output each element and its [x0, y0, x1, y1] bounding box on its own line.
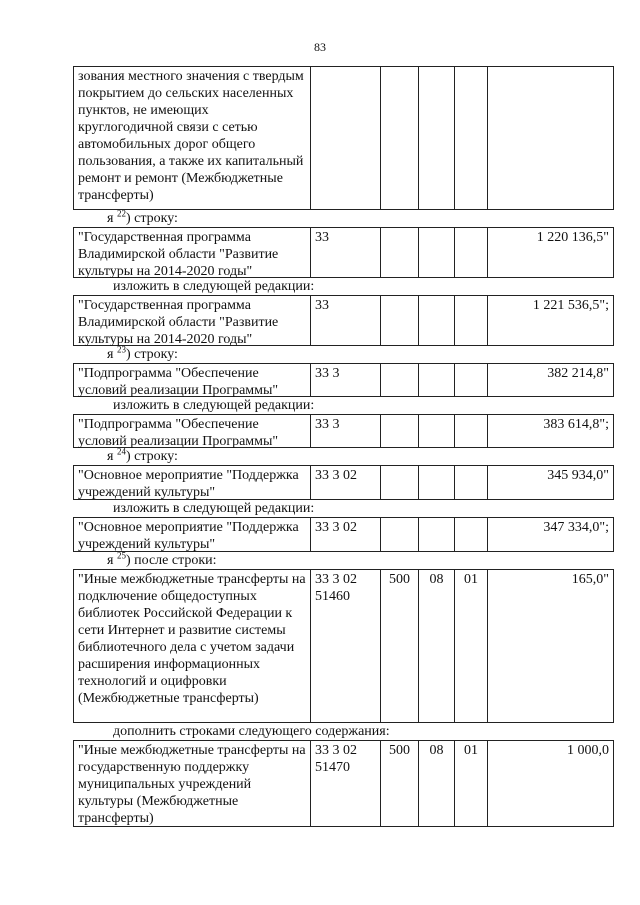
instruction-line	[73, 552, 613, 569]
pr-cell	[455, 227, 488, 278]
rz-cell	[419, 363, 455, 397]
instruction-text: изложить в следующей редакции:	[113, 501, 315, 516]
sum-cell	[488, 66, 614, 210]
instruction-suffix: ) строку:	[125, 211, 178, 226]
table-row	[73, 295, 613, 346]
footnote-number: 25	[116, 550, 126, 561]
footnote-number: 23	[116, 344, 126, 355]
instruction-line	[73, 346, 613, 363]
vr-cell: 500	[381, 740, 419, 827]
code-cell: 33 3 02 51470	[311, 740, 381, 827]
table-row	[73, 569, 613, 723]
row-name-cell: "Основное мероприятие "Поддержка учреждений культуры"	[74, 465, 311, 500]
pr-cell	[455, 517, 488, 552]
instruction-suffix: ) строку:	[125, 449, 178, 464]
pr-cell	[455, 414, 488, 448]
row-name-cell: "Государственная программа Владимирской области "Развитие культуры на 2014-2020 годы"	[74, 295, 311, 346]
table-row	[73, 465, 613, 500]
instruction-text: дополнить строками следующего содержания:	[113, 724, 390, 739]
footnote-number: 22	[116, 208, 126, 219]
footnote-number: 24	[116, 446, 126, 457]
row-name-cell: "Основное мероприятие "Поддержка учреждений культуры"	[74, 517, 311, 552]
pr-cell: 01	[455, 569, 488, 723]
vr-cell	[381, 363, 419, 397]
instruction-line	[73, 278, 613, 295]
instruction-line	[73, 723, 613, 740]
table-row	[73, 66, 613, 210]
instruction-line	[73, 500, 613, 517]
pr-cell	[455, 465, 488, 500]
rz-cell: 08	[419, 569, 455, 723]
instruction-text: изложить в следующей редакции:	[113, 279, 315, 294]
instruction-prefix: я	[107, 449, 114, 464]
code-cell	[311, 66, 381, 210]
instruction-line	[73, 397, 613, 414]
rz-cell	[419, 465, 455, 500]
rz-cell	[419, 517, 455, 552]
sum-cell: 1 220 136,5"	[488, 227, 614, 278]
row-name-cell: зования местного значения с твердым покрытием до сельских населенных пунктов, не имеющих круглогодичной связи с сетью автомобильных дорог общего пользования, а также их капитальный ремонт и ремонт (Межбюджетные трансферты)	[74, 66, 311, 210]
instruction-line	[73, 448, 613, 465]
instruction-prefix: я	[107, 553, 114, 568]
vr-cell	[381, 227, 419, 278]
table-row	[73, 363, 613, 397]
row-name-cell: "Подпрограмма "Обеспечение условий реализации Программы"	[74, 414, 311, 448]
rz-cell	[419, 66, 455, 210]
document-body	[73, 66, 613, 827]
instruction-prefix: я	[107, 347, 114, 362]
code-cell: 33 3 02 51460	[311, 569, 381, 723]
rz-cell	[419, 295, 455, 346]
sum-cell: 347 334,0";	[488, 517, 614, 552]
row-name-cell: "Иные межбюджетные трансферты на подключение общедоступных библиотек Российской Федерации к сети Интернет и развитие системы библиотечного дела с учетом задачи расширения информационных технологий и оцифровки (Межбюджетные трансферты)	[74, 569, 311, 723]
table-row	[73, 740, 613, 827]
rz-cell: 08	[419, 740, 455, 827]
table-row	[73, 227, 613, 278]
rz-cell	[419, 414, 455, 448]
code-cell: 33 3 02	[311, 517, 381, 552]
code-cell: 33 3 02	[311, 465, 381, 500]
instruction-line	[73, 210, 613, 227]
instruction-text: изложить в следующей редакции:	[113, 398, 315, 413]
pr-cell	[455, 295, 488, 346]
code-cell: 33 3	[311, 414, 381, 448]
row-name-cell: "Подпрограмма "Обеспечение условий реализации Программы"	[74, 363, 311, 397]
page-number: 83	[314, 40, 326, 54]
row-name-cell: "Иные межбюджетные трансферты на государственную поддержку муниципальных учреждений культуры (Межбюджетные трансферты)	[74, 740, 311, 827]
instruction-prefix: я	[107, 211, 114, 226]
vr-cell	[381, 517, 419, 552]
row-name-cell: "Государственная программа Владимирской области "Развитие культуры на 2014-2020 годы"	[74, 227, 311, 278]
table-row	[73, 414, 613, 448]
vr-cell	[381, 66, 419, 210]
pr-cell	[455, 363, 488, 397]
code-cell: 33	[311, 227, 381, 278]
code-cell: 33 3	[311, 363, 381, 397]
vr-cell	[381, 465, 419, 500]
rz-cell	[419, 227, 455, 278]
instruction-suffix: ) после строки:	[125, 553, 217, 568]
sum-cell: 165,0"	[488, 569, 614, 723]
pr-cell	[455, 66, 488, 210]
table-row	[73, 517, 613, 552]
instruction-suffix: ) строку:	[125, 347, 178, 362]
vr-cell	[381, 414, 419, 448]
sum-cell: 1 221 536,5";	[488, 295, 614, 346]
vr-cell	[381, 295, 419, 346]
sum-cell: 345 934,0"	[488, 465, 614, 500]
sum-cell: 383 614,8";	[488, 414, 614, 448]
sum-cell: 382 214,8"	[488, 363, 614, 397]
pr-cell: 01	[455, 740, 488, 827]
vr-cell: 500	[381, 569, 419, 723]
sum-cell: 1 000,0	[488, 740, 614, 827]
code-cell: 33	[311, 295, 381, 346]
